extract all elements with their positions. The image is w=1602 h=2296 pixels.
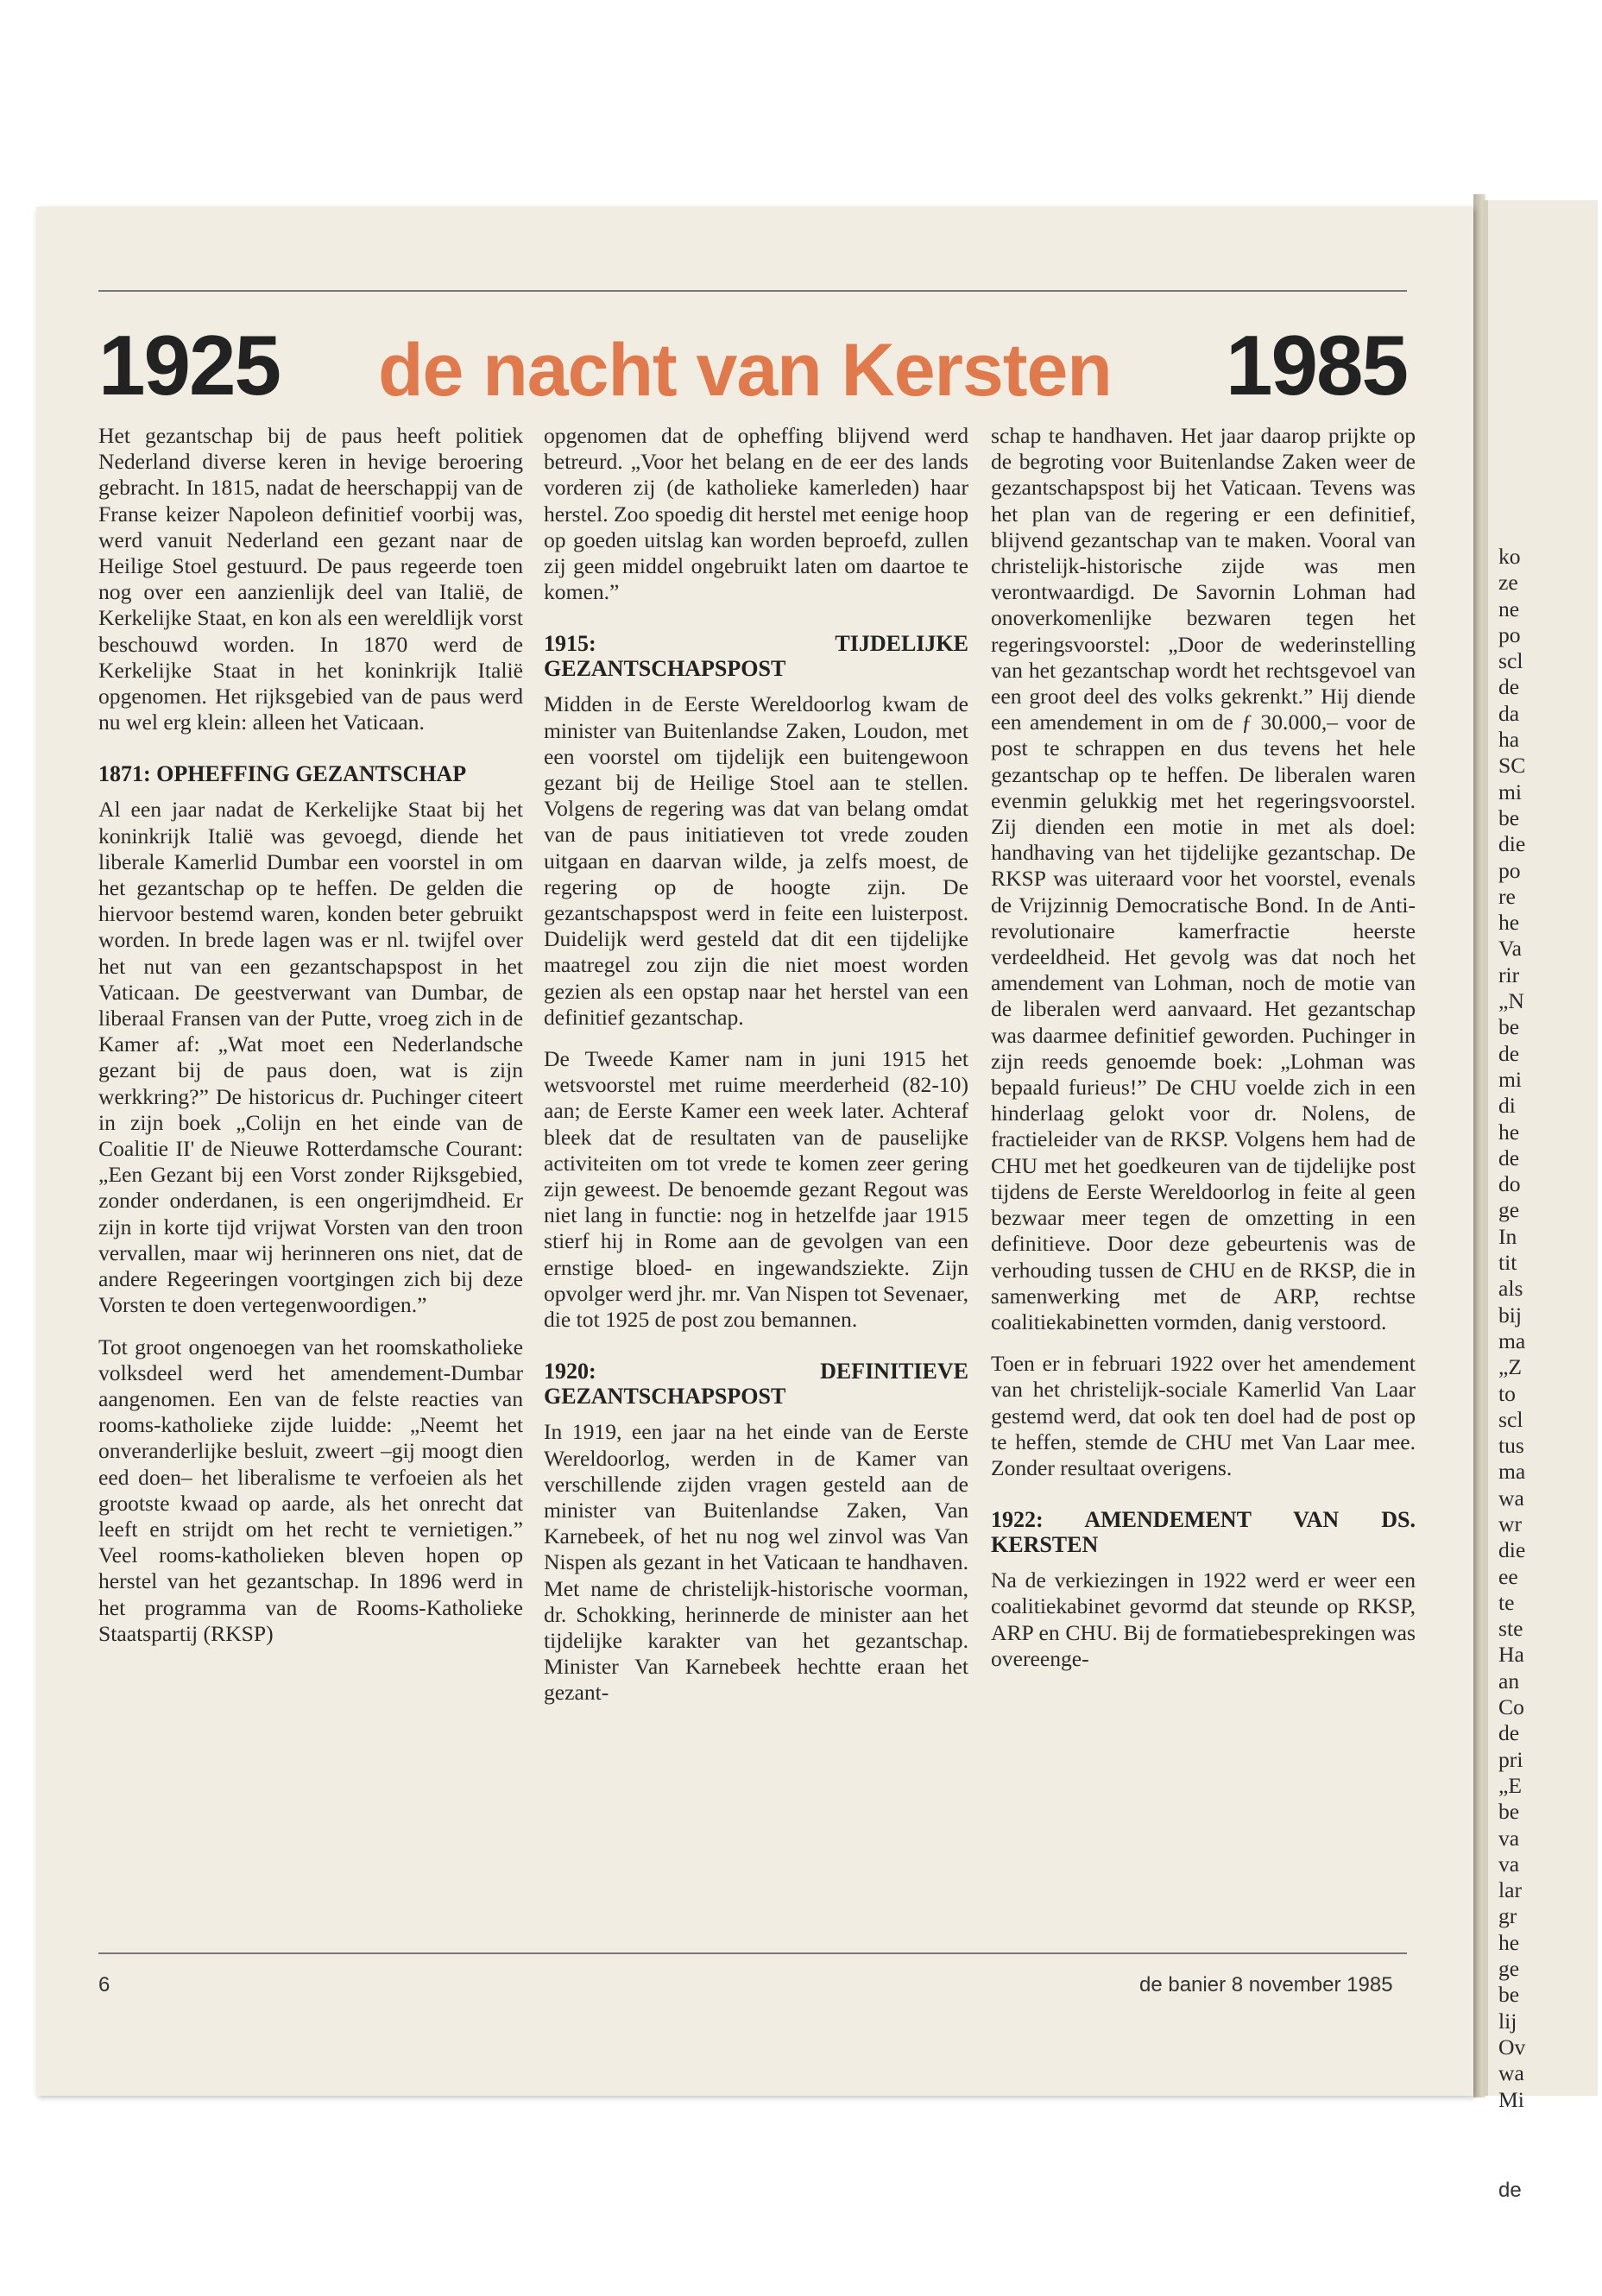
adjacent-text-fragment: be bbox=[1498, 804, 1520, 830]
paragraph: Na de verkiezingen in 1922 werd er weer een coalitiekabinet gevormd dat steunde op RKSP, ARP en CHU. Bij de formatiebesprekingen was overeenge- bbox=[991, 1567, 1416, 1671]
adjacent-text-fragment: ste bbox=[1498, 1616, 1523, 1642]
adjacent-text-fragment: SC bbox=[1498, 753, 1526, 779]
adjacent-text-fragment: Co bbox=[1498, 1694, 1524, 1720]
adjacent-text-fragment: wa bbox=[1498, 2060, 1524, 2086]
publication-line: de banier 8 november 1985 bbox=[1139, 1973, 1393, 1996]
adjacent-text-fragment: va bbox=[1498, 1825, 1520, 1851]
adjacent-text-fragment: lar bbox=[1498, 1877, 1522, 1903]
paragraph: In 1919, een jaar na het einde van de Eerste Wereldoorlog, werden in de Kamer van verschillende zijden vragen gesteld aan de minister van Buitenlandse Zaken, Van Karnebeek, of het nu nog wel zinvol was Van Nispen als gezant in het Vaticaan te handhaven. Met name de christelijk-historische voorman, dr. Schokking, herinnerde de minister aan het tijdelijke karakter van het gezantschap. Minister Van Karnebeek hechtte eraan het gezant- bbox=[544, 1419, 968, 1706]
adjacent-text-fragment: Ov bbox=[1498, 2034, 1526, 2059]
adjacent-text-fragment: an bbox=[1498, 1668, 1520, 1694]
adjacent-text-fragment: bij bbox=[1498, 1302, 1523, 1328]
adjacent-text-fragment: „E bbox=[1498, 1772, 1522, 1798]
adjacent-text-fragment: mi bbox=[1498, 1066, 1523, 1092]
adjacent-text-fragment: ee bbox=[1498, 1563, 1518, 1589]
page-title: de nacht van Kersten bbox=[378, 329, 1112, 412]
article-column-1 bbox=[98, 423, 523, 1662]
adjacent-text-fragment: rir bbox=[1498, 962, 1520, 987]
adjacent-text-fragment: do bbox=[1498, 1171, 1521, 1197]
adjacent-text-fragment: ge bbox=[1498, 1197, 1520, 1223]
paragraph: De Tweede Kamer nam in juni 1915 het wetsvoorstel met ruime meerderheid (82-10) aan; de Eerste Kamer een week later. Achteraf bleek dat de resultaten van de pauselijke activiteiten om tot vrede te komen zeer gering zijn geweest. De benoemde gezant Regout was niet lang in functie: nog in hetzelfde jaar 1915 stierf hij in Rome aan de gevolgen van een ernstige bloed- en ingewandsziekte. Zijn opvolger werd jhr. mr. Van Nispen tot Sevenaer, die tot 1925 de post zou bemannen. bbox=[544, 1046, 968, 1333]
adjacent-text-fragment: ma bbox=[1498, 1459, 1526, 1485]
year-right: 1985 bbox=[1226, 318, 1408, 413]
adjacent-text-fragment: tit bbox=[1498, 1250, 1517, 1276]
footer-rule bbox=[98, 1952, 1407, 1954]
article-column-3 bbox=[991, 423, 1416, 1687]
adjacent-text-fragment: In bbox=[1498, 1223, 1517, 1249]
header-rule bbox=[98, 290, 1407, 292]
adjacent-text-fragment: Ha bbox=[1498, 1642, 1524, 1668]
adjacent-text-fragment: scl bbox=[1498, 1406, 1523, 1432]
section-heading: 1915: TIJDELIJKE GEZANTSCHAPSPOST bbox=[544, 631, 968, 682]
year-left: 1925 bbox=[98, 318, 281, 413]
adjacent-page-text bbox=[1498, 544, 1602, 2113]
adjacent-text-fragment: de bbox=[1498, 674, 1520, 700]
adjacent-text-fragment: scl bbox=[1498, 648, 1523, 674]
paragraph: Toen er in februari 1922 over het amendement van het christelijk-sociale Kamerlid Van Laar gestemd werd, dat ook ten doel had de post op te heffen, stemde de CHU met Van Laar mee. Zonder resultaat overigens. bbox=[991, 1351, 1416, 1480]
adjacent-text-fragment: po bbox=[1498, 621, 1521, 647]
adjacent-text-fragment: to bbox=[1498, 1380, 1516, 1406]
paragraph: opgenomen dat de opheffing blijvend werd betreurd. „Voor het belang en de eer des lands vorderen zij (de katholieke kamerleden) haar herstel. Zoo spoedig dit herstel met eenige hoop op goeden uitslag kan worden beproefd, zullen zij geen middel ongebruikt laten om daartoe te komen.” bbox=[544, 423, 968, 605]
article-column-2 bbox=[544, 423, 968, 1722]
paragraph: schap te handhaven. Het jaar daarop prijkte op de begroting voor Buitenlandse Zaken weer de gezantschapspost bij het Vaticaan. Tevens was het plan van de regering er een definitief, blijvend gezantschap van te maken. Vooral van christelijk-historische zijde was men verontwaardigd. De Savornin Lohman had onoverkomenlijke bezwaren tegen het regeringsvoorstel: „Door de wederinstelling van het gezantschap wordt het rechtsgevoel van een groot deel des volks gekrenkt.” Hij diende een amendement in om de ƒ 30.000,– voor de post te schrappen en dus tevens het hele gezantschap op te heffen. De liberalen waren evenmin gelukkig met het regeringsvoorstel. Zij dienden een motie in met als doel: handhaving van het tijdelijke gezantschap. De RKSP was uiteraard voor het voorstel, evenals de Vrijzinnig Democratische Bond. In de Anti-revolutionaire kamerfractie heerste verdeeldheid. Het gevolg was dat noch het amendement van Lohman, noch de motie van de liberalen werd aanvaard. Het gezantschap was daarmee definitief geworden. Puchinger in zijn reeds genoemde boek: „Lohman was bepaald furieus!” De CHU voelde zich in een hinderlaag gelokt voor dr. Nolens, de fractieleider van de RKSP. Volgens hem had de CHU met het goedkeuren van de tijdelijke post tijdens de Eerste Wereldoorlog in feite al geen bezwaar meer tegen de omzetting in een definitieve. Door deze gebeurtenis was de verhouding tussen de CHU en de RKSP, die in samenwerking met de ARP, rechtse coalitiekabinetten vormden, danig verstoord. bbox=[991, 423, 1416, 1334]
adjacent-text-fragment: lij bbox=[1498, 2008, 1517, 2034]
adjacent-page-edge bbox=[1483, 200, 1598, 2202]
adjacent-text-fragment: die bbox=[1498, 1537, 1526, 1563]
adjacent-text-fragment: he bbox=[1498, 1119, 1520, 1145]
adjacent-text-fragment: wa bbox=[1498, 1485, 1524, 1511]
adjacent-text-fragment: de bbox=[1498, 1720, 1520, 1746]
adjacent-page-footer: de bbox=[1498, 2179, 1522, 2202]
adjacent-text-fragment: da bbox=[1498, 700, 1520, 726]
paragraph: Tot groot ongenoegen van het roomskatholieke volksdeel werd het amendement-Dumbar aangenomen. Een van de felste reacties van rooms-katholieke zijde luidde: „Neemt het onveranderlijke besluit, zweert –gij moogt dien eed doen– het liberalisme te verfoeien als het grootste kwaad op aarde, als het onrecht dat leeft en strijdt om het recht te vernietigen.” Veel rooms-katholieken bleven hopen op herstel van het gezantschap. In 1896 werd in het programma van de Rooms-Katholieke Staatspartij (RKSP) bbox=[98, 1334, 523, 1646]
adjacent-text-fragment: de bbox=[1498, 1040, 1520, 1066]
adjacent-text-fragment: ma bbox=[1498, 1328, 1526, 1353]
adjacent-text-fragment: gr bbox=[1498, 1903, 1517, 1929]
adjacent-text-fragment: Va bbox=[1498, 936, 1523, 962]
section-heading: 1922: AMENDEMENT VAN DS. KERSTEN bbox=[991, 1507, 1416, 1558]
adjacent-text-fragment: he bbox=[1498, 1929, 1520, 1955]
adjacent-text-fragment: te bbox=[1498, 1589, 1515, 1615]
adjacent-text-fragment: „Z bbox=[1498, 1354, 1522, 1380]
adjacent-text-fragment: po bbox=[1498, 857, 1521, 883]
adjacent-text-fragment: de bbox=[1498, 1145, 1520, 1170]
adjacent-text-fragment: be bbox=[1498, 1982, 1520, 2008]
adjacent-text-fragment: als bbox=[1498, 1276, 1523, 1302]
adjacent-text-fragment: ze bbox=[1498, 570, 1518, 596]
adjacent-text-fragment: Mi bbox=[1498, 2086, 1524, 2112]
section-heading: 1871: OPHEFFING GEZANTSCHAP bbox=[98, 761, 467, 787]
adjacent-text-fragment: ge bbox=[1498, 1956, 1520, 1982]
adjacent-text-fragment: he bbox=[1498, 910, 1520, 936]
adjacent-text-fragment: va bbox=[1498, 1851, 1520, 1877]
paragraph: Al een jaar nadat de Kerkelijke Staat bij het koninkrijk Italië was gevoegd, diende het liberale Kamerlid Dumbar een voorstel in om het gezantschap op te heffen. De gelden die hiervoor bestemd waren, konden beter gebruikt worden. In brede lagen was er nl. twijfel over het nut van een gezantschapspost in het Vaticaan. De geestverwant van Dumbar, de liberaal Fransen van der Putte, vroeg zich in de Kamer af: „Wat moet een Nederlandsche gezant bij de paus doen, wat is zijn werkkring?” De historicus dr. Puchinger citeert in zijn boek „Colijn en het einde van de Coalitie II' de Nieuwe Rotterdamsche Courant: „Een Gezant bij een Vorst zonder Rijksgebied, zonder onderdanen, is een ongerijmdheid. Er zijn in korte tijd vrijwat Vorsten van den troon vervallen, maar wij herinneren ons niet, dat de andere Regeeringen voortgingen zich bij deze Vorsten te doen vertegenwoordigen.” bbox=[98, 797, 523, 1318]
adjacent-text-fragment: di bbox=[1498, 1093, 1516, 1119]
adjacent-text-fragment: mi bbox=[1498, 779, 1523, 804]
adjacent-text-fragment: pri bbox=[1498, 1746, 1523, 1772]
adjacent-text-fragment: wr bbox=[1498, 1511, 1523, 1536]
adjacent-text-fragment: die bbox=[1498, 831, 1526, 857]
adjacent-text-fragment: tus bbox=[1498, 1433, 1524, 1459]
section-heading: 1920: DEFINITIEVE GEZANTSCHAPSPOST bbox=[544, 1359, 968, 1410]
adjacent-text-fragment: re bbox=[1498, 883, 1516, 909]
adjacent-text-fragment: ne bbox=[1498, 596, 1520, 621]
adjacent-text-fragment: be bbox=[1498, 1799, 1520, 1825]
adjacent-text-fragment: ha bbox=[1498, 727, 1520, 753]
paragraph: Het gezantschap bij de paus heeft politiek Nederland diverse keren in hevige beroering gebracht. In 1815, nadat de heerschappij van de Franse keizer Napoleon definitief voorbij was, werd vanuit Nederland een gezant naar de Heilige Stoel gestuurd. De paus regeerde toen nog over een aanzienlijk deel van Italië, de Kerkelijke Staat, en kon als een wereldlijk vorst beschouwd worden. In 1870 werd de Kerkelijke Staat in het koninkrijk Italië opgenomen. Het rijksgebied van de paus werd nu wel erg klein: alleen het Vaticaan. bbox=[98, 423, 523, 735]
page-number: 6 bbox=[98, 1973, 110, 1996]
paragraph: Midden in de Eerste Wereldoorlog kwam de minister van Buitenlandse Zaken, Loudon, met een voorstel om tijdelijk een buitengewoon gezant bij de Heilige Stoel aan te stellen. Volgens de regering was dat van belang omdat van de paus initiatieven tot vrede zouden uitgaan en daarvan wilde, ja zelfs moest, de regering op de hoogte zijn. De gezantschapspost werd in feite een luisterpost. Duidelijk werd gesteld dat dit een tijdelijke maatregel zou zijn die niet moest worden gezien als een opstap naar het herstel van een definitief gezantschap. bbox=[544, 691, 968, 1030]
adjacent-text-fragment: ko bbox=[1498, 544, 1521, 569]
adjacent-text-fragment: „N bbox=[1498, 988, 1524, 1014]
adjacent-text-fragment: be bbox=[1498, 1014, 1520, 1040]
